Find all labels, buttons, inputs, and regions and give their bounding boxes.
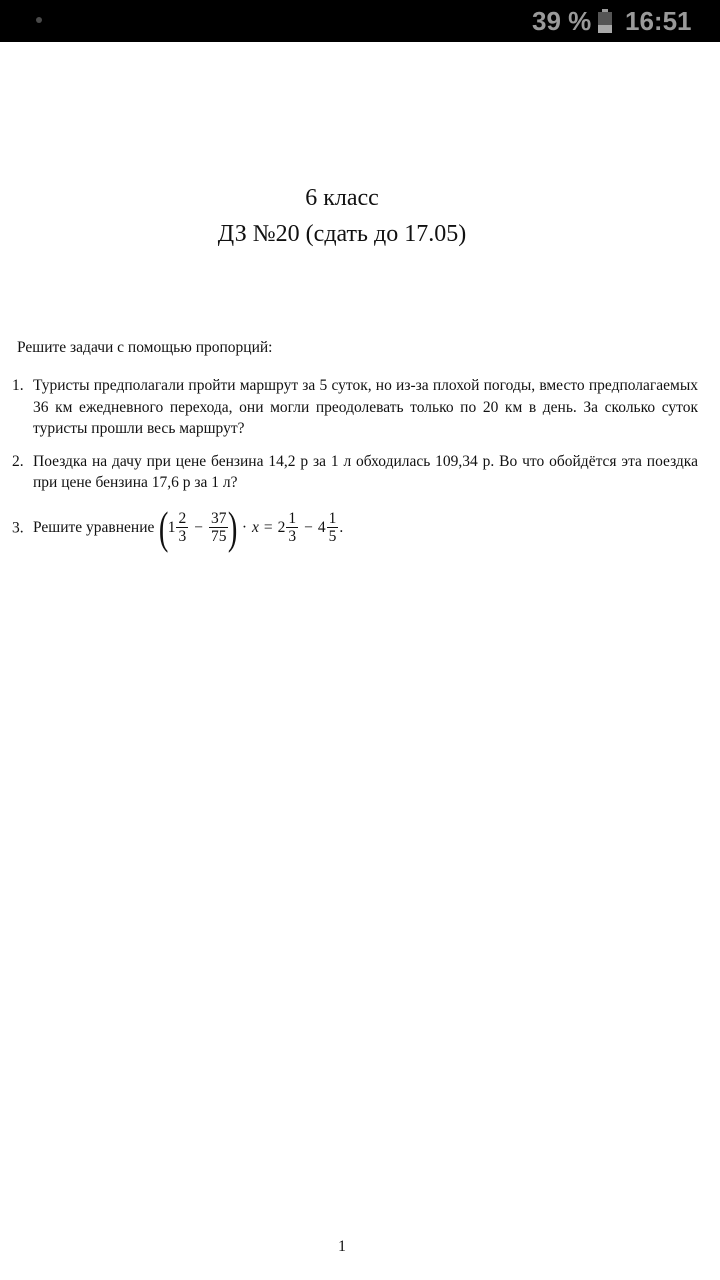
fraction [327, 510, 339, 546]
task-item [12, 375, 698, 440]
fraction-numerator: 1 [288, 509, 297, 527]
instruction-text: Решите задачи с помощью пропорций: [17, 339, 273, 356]
grade-label: 6 класс [305, 185, 379, 211]
minus-sign: − [304, 518, 313, 536]
battery-level-fill [598, 25, 612, 33]
multiply-dot: · [241, 518, 247, 536]
task-item [12, 501, 698, 553]
battery-icon [598, 9, 612, 33]
fraction-denominator: 5 [328, 527, 337, 545]
equation [159, 501, 344, 553]
open-paren: ( [159, 501, 169, 553]
status-bar [0, 0, 720, 42]
task-number: 1. [12, 377, 24, 394]
mixed-whole: 1 [167, 518, 176, 536]
equals-sign: = [263, 518, 273, 536]
fraction-numerator: 1 [328, 509, 337, 527]
page-number: 1 [338, 1238, 346, 1255]
battery-percent: 39 % [532, 6, 592, 36]
fraction-numerator: 37 [210, 509, 227, 527]
mixed-whole: 2 [277, 518, 286, 536]
fraction [176, 510, 188, 546]
variable-x: x [251, 518, 259, 536]
mixed-whole: 4 [317, 518, 326, 536]
clock: 16:51 [625, 6, 692, 36]
task-list [12, 375, 698, 562]
fraction [209, 510, 229, 546]
fraction-denominator: 75 [210, 527, 227, 545]
homework-title: ДЗ №20 (сдать до 17.05) [217, 221, 467, 247]
minus-sign: − [194, 518, 203, 536]
task-number: 2. [12, 452, 24, 470]
fraction [286, 510, 298, 546]
fraction-numerator: 2 [178, 509, 187, 527]
task-text: Поездка на дачу при цене бензина 14,2 р за 1 л обходилась 109,34 р. Во что обойдётся эта поездка при цене бензина 17,6 р за 1 л? [33, 452, 698, 491]
task-number: 3. [12, 518, 24, 536]
notification-dot-icon [36, 17, 42, 23]
equation-period: . [339, 518, 344, 536]
task-text: Туристы предполагали пройти маршрут за 5 суток, но из-за плохой погоды, вместо предполагаемых 36 км ежедневного перехода, они могли преодолевать только по 20 км в день. За сколько суток туристы прошли весь маршрут? [33, 377, 698, 437]
fraction-denominator: 3 [178, 527, 187, 545]
task-item [12, 451, 698, 494]
document-header [0, 182, 684, 252]
fraction-denominator: 3 [288, 527, 297, 545]
close-paren: ) [228, 501, 238, 553]
task-text: Решите уравнение [33, 518, 155, 536]
